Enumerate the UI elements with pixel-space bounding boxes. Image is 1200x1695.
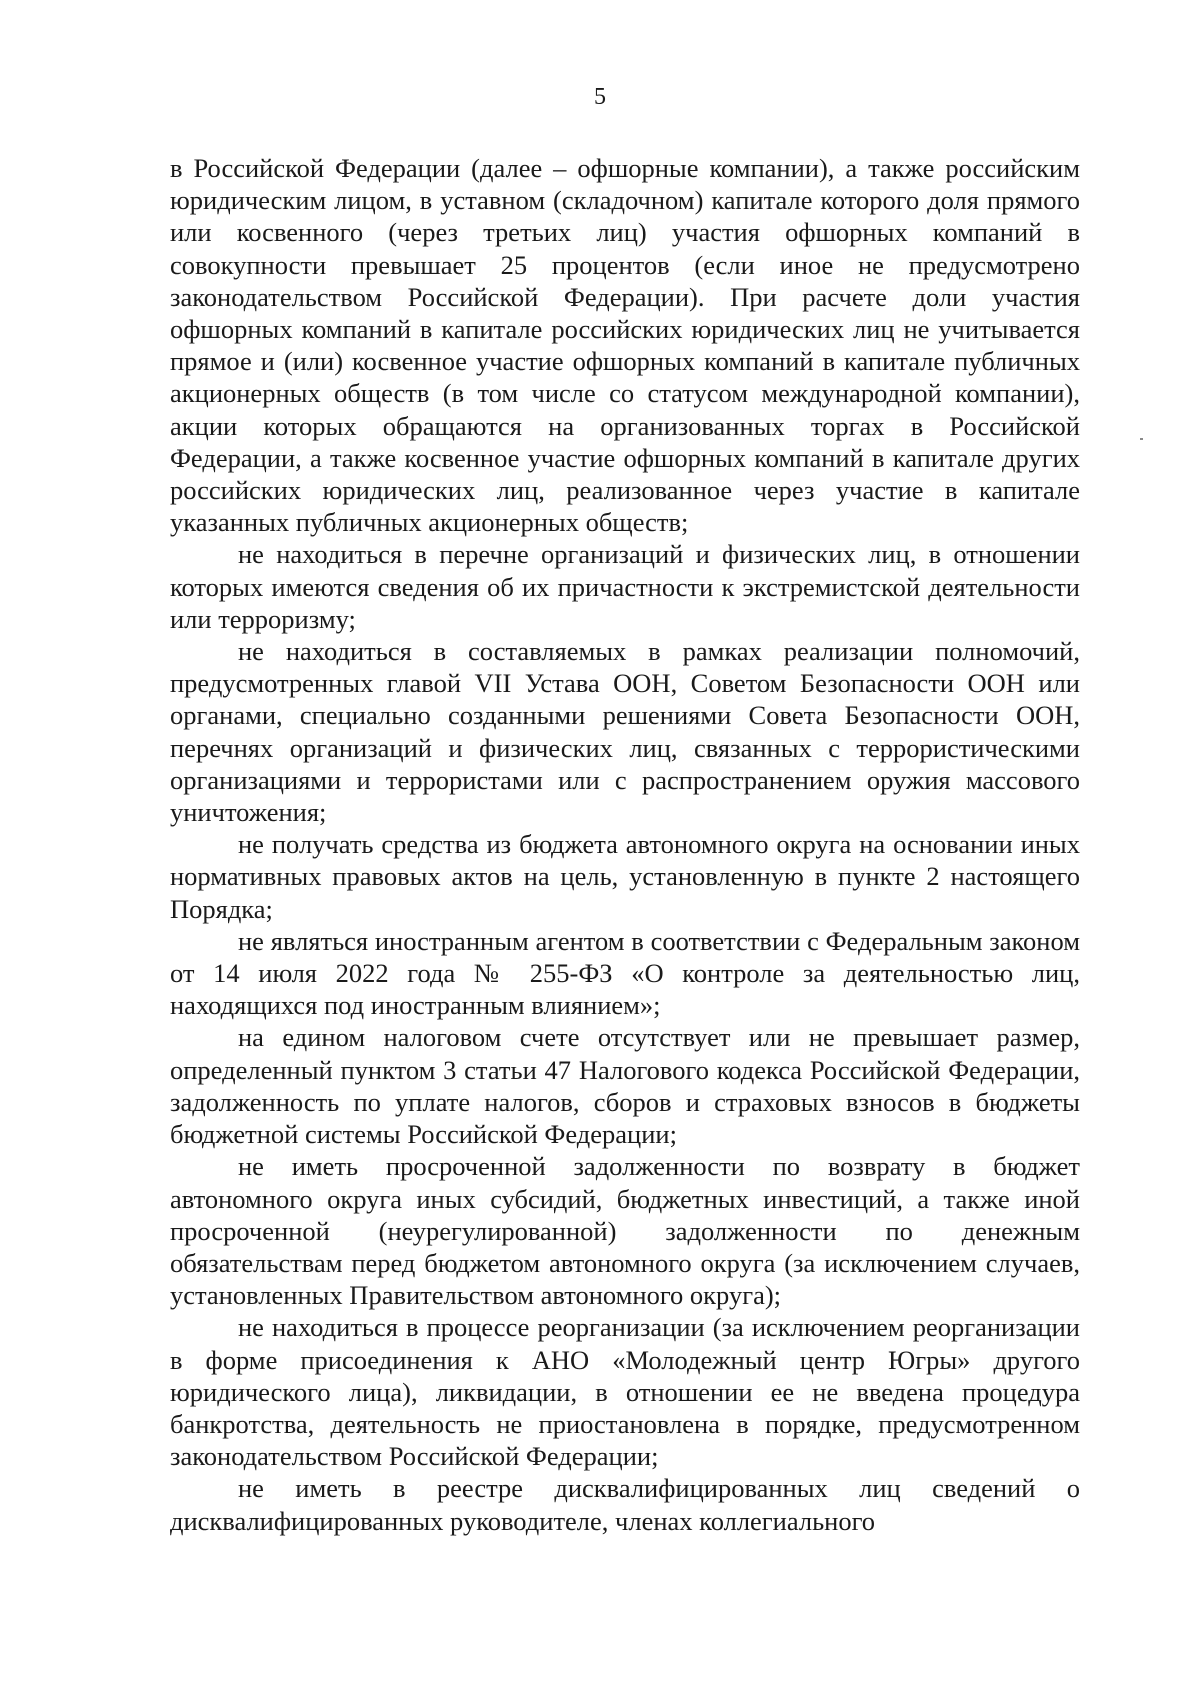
document-body	[170, 152, 1080, 1537]
paragraph-reorganization: не находиться в процессе реорганизации (за исключением реорганизации в форме присоединения к АНО «Молодежный центр Югры» другого юридического лица), ликвидации, в отношении ее не введена процедура банкротства, деятельность не приостановлена в порядке, предусмотренном законодательством Российской Федерации;	[170, 1312, 1080, 1472]
paragraph-disqualified-persons: не иметь в реестре дисквалифицированных лиц сведений о дисквалифицированных руководителе, членах коллегиального	[170, 1473, 1080, 1536]
paragraph-continuation: в Российской Федерации (далее – офшорные компании), а также российским юридическим лицом, в уставном (складочном) капитале которого доля прямого или косвенного (через третьих лиц) участия офшорных компаний в совокупности превышает 25 процентов (если иное не предусмотрено законодательством Российской Федерации). При расчете доли участия офшорных компаний в капитале российских юридических лиц не учитывается прямое и (или) косвенное участие офшорных компаний в капитале публичных акционерных обществ (в том числе со статусом международной компании), акции которых обращаются на организованных торгах в Российской Федерации, а также косвенное участие офшорных компаний в капитале других российских юридических лиц, реализованное через участие в капитале указанных публичных акционерных обществ;	[170, 153, 1080, 538]
paragraph-tax-debt: на едином налоговом счете отсутствует или не превышает размер, определенный пунктом 3 статьи 47 Налогового кодекса Российской Федерации, задолженность по уплате налогов, сборов и страховых взносов в бюджеты бюджетной системы Российской Федерации;	[170, 1022, 1080, 1150]
scan-margin-mark	[1140, 438, 1143, 440]
paragraph-foreign-agent: не являться иностранным агентом в соответствии с Федеральным законом от 14 июля 2022 года № 255-ФЗ «О контроле за деятельностью лиц, находящихся под иностранным влиянием»;	[170, 925, 1080, 1021]
paragraph-overdue-debt: не иметь просроченной задолженности по возврату в бюджет автономного округа иных субсидий, бюджетных инвестиций, а также иной просроченной (неурегулированной) задолженности по денежным обязательствам перед бюджетом автономного округа (за исключением случаев, установленных Правительством автономного округа);	[170, 1151, 1080, 1311]
paragraph-extremism-list: не находиться в перечне организаций и физических лиц, в отношении которых имеются сведения об их причастности к экстремистской деятельности или терроризму;	[170, 539, 1080, 634]
page-number: 5	[594, 84, 606, 110]
paragraph-un-sanctions: не находиться в составляемых в рамках реализации полномочий, предусмотренных главой VII Устава ООН, Советом Безопасности ООН или органами, специально созданными решениями Совета Безопасности ООН, перечнях организаций и физических лиц, связанных с террористическими организациями и террористами или с распространением оружия массового уничтожения;	[170, 636, 1080, 828]
paragraph-no-other-funding: не получать средства из бюджета автономного округа на основании иных нормативных правовых актов на цель, установленную в пункте 2 настоящего Порядка;	[170, 829, 1080, 924]
